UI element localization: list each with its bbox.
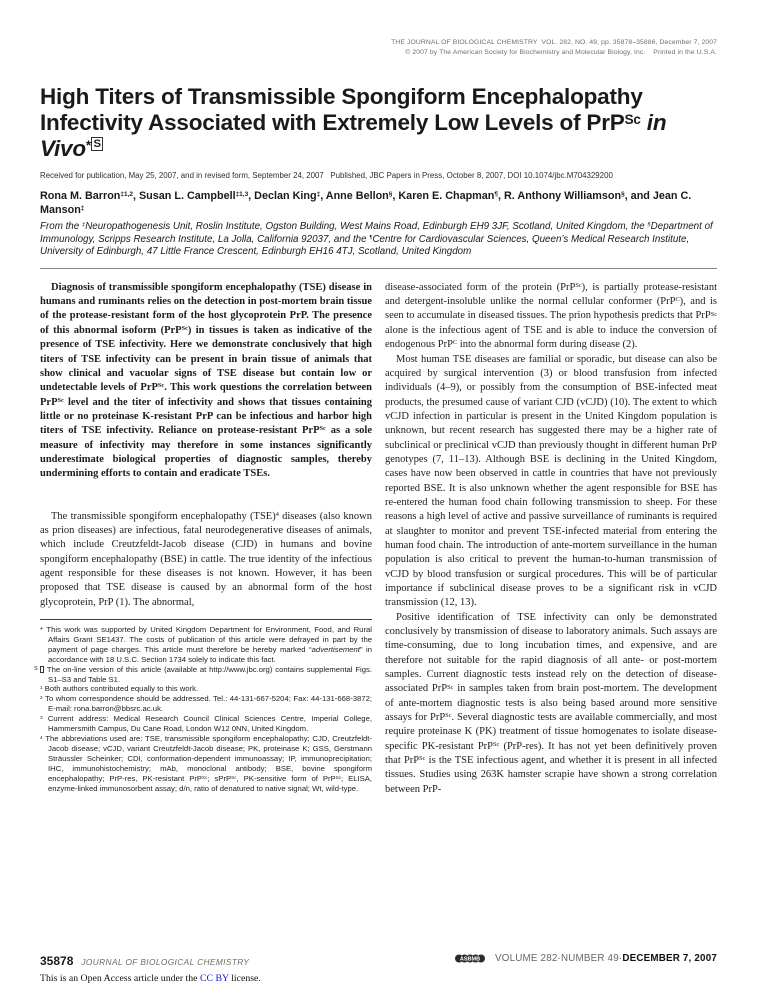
text-run: , and Jean C. Manson xyxy=(40,190,692,216)
text-run: ; sPrP xyxy=(207,773,232,783)
text-run: § xyxy=(621,191,625,199)
footnote-text xyxy=(45,734,372,793)
text-run: C xyxy=(452,339,458,347)
text-run: ¶ xyxy=(494,191,498,199)
text-run: This work was supported by United Kingdom Department for Environment, Food, and Rural Affairs Grant SE1437. The costs of publication of this article were defrayed in part by the payment of page charges. This article must therefore be hereby marked “ xyxy=(46,625,372,654)
authors-line xyxy=(40,189,717,217)
text-run: The on-line version of this article (available at http://www.jbc.org) contains supplemental Figs. S1–S3 and Table S1. xyxy=(46,664,372,684)
footnote-divider xyxy=(40,619,372,620)
footnote-item xyxy=(40,714,372,734)
footnote-item xyxy=(40,625,372,665)
footnote-marker xyxy=(40,694,43,703)
masthead-line-2: © 2007 by The American Society for Biochemistry and Molecular Biology, Inc. Printed in the U.S.A. xyxy=(405,49,717,56)
masthead xyxy=(40,38,717,58)
text-run: , Anne Bellon xyxy=(320,190,389,202)
text-run: The transmissible spongiform encephalopathy (TSE) xyxy=(51,510,276,522)
text-run: ), and is seen to accumulate in diseased tissues. The prion hypothesis predicts that PrP xyxy=(385,296,717,322)
text-run: Sc xyxy=(493,740,500,748)
footnote-item xyxy=(34,664,372,685)
footnote-item xyxy=(40,734,372,793)
text-run: (PrP-res). It has not yet been definitively proven that PrP xyxy=(385,740,717,767)
text-run: · xyxy=(557,953,561,964)
text-run: § xyxy=(388,191,393,199)
affiliation-line xyxy=(40,221,717,259)
text-run: ” in accordance with 18 U.S.C. Section 1734 solely to indicate this fact. xyxy=(48,644,373,664)
text-run: From the xyxy=(40,221,82,232)
text-run: Centre for Cardiovascular Sciences, Queen’s Medical Research Institute, University of Edinburgh, 47 Little France Crescent, Edinburgh EH16 4TJ, Scotland, United Kingdom xyxy=(40,233,690,258)
text-run: level and the titer of infectivity and shows that tissues containing little or no proteinase K-resistant PrP can be infectious and harbor high titers of TSE infectivity. Reliance on protease-resistant PrP xyxy=(40,396,372,437)
right-column xyxy=(385,281,717,797)
masthead-line-1: THE JOURNAL OF BIOLOGICAL CHEMISTRY VOL. 282, NO. 49, pp. 35878–35886, December 7, 2007 xyxy=(391,39,717,46)
footer-volume-line xyxy=(495,953,717,964)
text-run: Most human TSE diseases are familial or sporadic, but disease can also be acquired by surgical intervention (3) or blood transfusion from infected individuals (4–9), or possibly from the consumption of BSE-infected meat products, the presumed cause of variant CJD (vCJD) (10). The extent to which vCJD infection in particular is present in the United Kingdom population is unknown, but recent research has suggested there may be a higher rate of subclinical or preclinical vCJD than previously thought in different human PrP genotypes (7, 11–13). Although BSE is declining in the United Kingdom, cases have now been observed in cattle in countries that have not previously reported BSE. It is also unknown whether the agent responsible for BSE has re-entered the human food chain following transmission to sheep. For these reasons a high level of active and passive surveillance of ruminants is required at slaughter to monitor and prevent TSE-infected material from entering the human food chain. The introduction of ante-mortem surveillance in the human population is also critical to prevent the human-to-human transmission of vCJD by blood transfusion or surgical procedures. This will be of particular importance if subclinical disease proves to be a significant risk in vCJD transmission (12, 13). xyxy=(385,353,717,609)
text-run: Sc xyxy=(231,774,237,780)
text-run: S xyxy=(91,137,103,151)
link[interactable]: CC BY xyxy=(199,973,229,984)
text-run: Sc xyxy=(419,755,426,763)
text-run: Department of Immunology, Scripps Research Institute, La Jolla, California 92037, and the xyxy=(40,221,713,245)
text-run: ), is partially protease-resistant and detergent-insoluble unlike the normal cellular conformer (PrP xyxy=(385,281,717,308)
footnotes-block xyxy=(34,625,373,793)
page-footer xyxy=(40,952,717,984)
text-run: 4 xyxy=(275,510,279,518)
footer-left xyxy=(40,954,249,968)
text-run: ‡1,2 xyxy=(120,191,133,199)
footnote-item xyxy=(40,684,372,694)
text-run: Rona M. Barron xyxy=(40,190,121,202)
footer-page-number: 35878 xyxy=(40,954,74,968)
footnote-marker xyxy=(40,714,43,723)
open-access-note xyxy=(40,973,717,984)
text-run: ¶ xyxy=(369,234,373,241)
text-run: 3 xyxy=(40,715,43,721)
footnote-marker xyxy=(40,684,43,693)
text-run: Sc xyxy=(447,683,454,691)
text-run: 4 xyxy=(40,734,43,740)
text-run: § xyxy=(647,222,651,229)
text-run: ) in tissues is taken as indicative of the presence of TSE infectivity. Here we demonstrate conclusively that high titers of TSE infectivity can be present in brain tissue of animals that show clinical and vacuolar signs of TSE disease but contain low or undetectable levels of PrP xyxy=(40,324,373,394)
text-run: To whom correspondence should be addressed. Tel.: 44-131-667-5204; Fax: 44-131-668-3872; E-mail: rona.barron@bbsrc.ac.uk. xyxy=(45,694,372,714)
spacer xyxy=(40,496,372,510)
footnote-marker xyxy=(40,734,43,743)
text-run: 1 xyxy=(40,685,43,691)
text-run: license. xyxy=(228,973,261,984)
footnote-text xyxy=(46,625,372,664)
text-run: Diagnosis of transmissible spongiform encephalopathy (TSE) disease in humans and ruminants relies on the detection in post-mortem brain tissue of the protease-resistant form of the host glycoprotein PrP. The presence of this abnormal isoform (PrP xyxy=(40,281,372,336)
footnote-text xyxy=(45,684,198,693)
footnote-text xyxy=(48,714,372,733)
text-run: This is an Open Access article under the xyxy=(40,973,200,984)
text-run: 2 xyxy=(40,695,43,701)
text-run: DECEMBER 7, 2007 xyxy=(622,953,717,964)
text-run: Positive identification of TSE infectivity can only be demonstrated conclusively by transmission of disease to laboratory animals. Such assays are time-consuming, due to long incubation times, and expensive, and are therefore not suitable for the rapid diagnosis of all ante- or post-mortem samples. Current diagnostic tests instead rely on the detection of disease-associated PrP xyxy=(385,611,717,695)
footer-main-line xyxy=(40,952,717,968)
abstract-paragraph xyxy=(40,281,372,482)
text-run: Sc xyxy=(335,774,342,780)
text-run: , Susan L. Campbell xyxy=(132,190,236,202)
text-run: into the abnormal form during disease (2). xyxy=(457,339,638,351)
text-run: ‡ xyxy=(81,222,86,229)
body-paragraph xyxy=(385,353,717,611)
text-run: as a sole measure of infectivity may therefore in some instances significantly underestimate biological properties of diagnostic samples, thereby undermining efforts to contain and eradicate TSEs. xyxy=(40,425,373,480)
text-run: Both authors contributed equally to this work. xyxy=(44,684,199,694)
body-paragraph xyxy=(385,281,717,353)
text-run: VOLUME 282 xyxy=(495,953,558,964)
text-run: Neuropathogenesis Unit, Roslin Institute, Ogston Building, West Mains Road, Edinburgh EH9 3JF, Scotland, United Kingdom, the xyxy=(85,221,648,232)
text-run: Sc xyxy=(710,310,717,318)
text-run: ‡1,3 xyxy=(235,191,249,199)
received-line: Received for publication, May 25, 2007, and in revised form, September 24, 2007 Published, JBC Papers in Press, October 8, 2007, DOI 10.1074/jbc.M704329200 xyxy=(40,171,613,180)
spacer xyxy=(40,482,372,496)
asbmb-logo xyxy=(455,952,485,965)
text-run: Current address: Medical Research Council Clinical Sciences Centre, Imperial College, Hammersmith Campus, Du Cane Road, London W12 0NN, United Kingdom. xyxy=(47,714,372,734)
text-run: in samples taken from brain post-mortem. The development of ante-mortem diagnostic tests is also being based around more sensitive assays for PrP xyxy=(385,683,717,724)
header-divider xyxy=(40,268,717,269)
intro-paragraph xyxy=(40,510,372,610)
text-run: Sc xyxy=(319,425,326,433)
svg-text:ASBMB: ASBMB xyxy=(459,956,481,963)
text-run: Sc xyxy=(157,382,165,390)
text-run: Sc xyxy=(445,712,452,720)
text-run: Sc xyxy=(181,324,188,332)
text-run: NUMBER 49 xyxy=(560,953,619,964)
text-run: is the TSE infectious agent, and whether it is present in all infected tissues. Studies using 263K hamster scrapie have shown a strong correlation between PrP- xyxy=(385,755,717,795)
text-run: disease-associated form of the protein (PrP xyxy=(385,281,576,293)
text-run: Sc xyxy=(624,111,641,127)
text-run: . Several diagnostic tests are available commercially, and most require proteinase K (PK) treatment of tissue homogenates to isolate disease-specific PK-resistant PrP xyxy=(385,712,717,752)
text-run: , Declan King xyxy=(248,190,317,202)
text-run: Sc xyxy=(202,774,208,780)
footnote-text xyxy=(47,665,372,684)
article-body xyxy=(34,281,717,797)
footnote-text xyxy=(45,694,372,713)
text-run: , PK-sensitive form of PrP xyxy=(236,773,336,783)
text-run: · xyxy=(618,953,623,964)
text-run: diseases (also known as prion diseases) are infectious, fatal neurodegenerative diseases of animals, which include Creutzfeldt-Jacob disease (CJD) in humans and bovine spongiform encephalopathy (BSE) in cattle. The true identity of the infectious agent responsible for these diseases is not known. However, it has been proposed that TSE disease is caused by an abnormal form of the host glycoprotein, PrP (1). The abnormal, xyxy=(40,510,373,608)
text-run: alone is the infectious agent of TSE and is able to induce the conversion of endogenous PrP xyxy=(385,324,717,351)
text-run: The abbreviations used are: TSE, transmissible spongiform encephalopathy; CJD, Creutzfeldt-Jacob disease; vCJD, variant Creutzfeldt-Jacob disease; PK, proteinase K; GSS, Gerstmann Sträussler Scheinker; CDI, conformation-dependent immunoassay; IP, immunoprecipitation; IHC, immunohistochemistry; mAb, monoclonal antibody; BSE, bovine spongiform encephalopathy; PrP-res, PK-resistant PrP xyxy=(45,733,372,783)
text-run: High Titers of Transmissible Spongiform Encephalopathy Infectivity Associated with Extremely Low Levels of PrP xyxy=(40,84,643,135)
footer-journal-name: JOURNAL OF BIOLOGICAL CHEMISTRY xyxy=(81,957,250,967)
footnote-item xyxy=(40,694,372,714)
text-run: , Karen E. Chapman xyxy=(392,190,495,202)
text-run: ‡ xyxy=(80,205,85,213)
text-run: in Vivo xyxy=(40,110,667,161)
text-run: * xyxy=(40,625,43,634)
text-run: Sc xyxy=(57,396,64,404)
footnote-marker xyxy=(40,625,43,634)
footer-right xyxy=(455,952,717,965)
text-run: S xyxy=(40,666,44,674)
text-run: advertisement xyxy=(311,644,360,654)
text-run: ‡ xyxy=(316,191,321,199)
text-run: ; ELISA, enzyme-linked immunosorbent assay; d/n, ratio of denatured to native signal; Wt, wild-type. xyxy=(48,773,373,793)
text-run: * xyxy=(85,137,91,153)
text-run: , R. Anthony Williamson xyxy=(498,190,622,202)
body-paragraph xyxy=(385,611,717,797)
supplemental-box-icon xyxy=(34,665,44,674)
left-column xyxy=(34,281,373,797)
text-run: . This work questions the correlation between PrP xyxy=(40,382,372,408)
text-run: Sc xyxy=(575,281,582,289)
text-run: C xyxy=(675,296,680,304)
page-title xyxy=(40,84,717,162)
